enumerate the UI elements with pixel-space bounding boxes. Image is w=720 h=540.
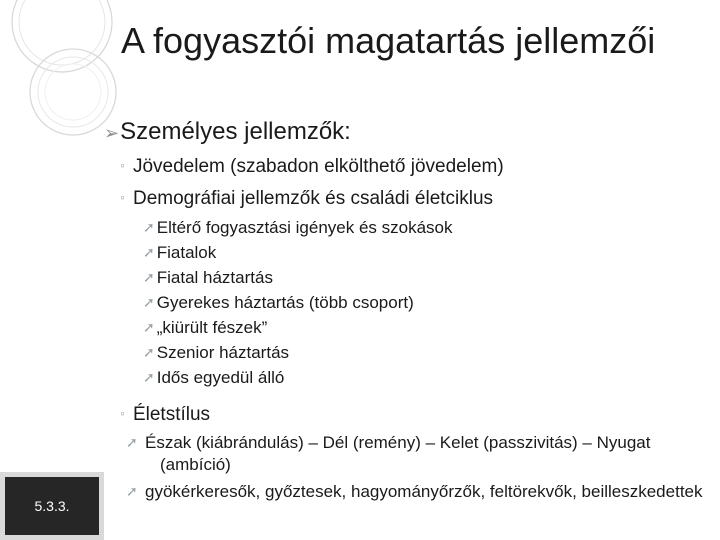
list-item [143, 266, 703, 289]
list-item-text: „kiürült fészek” [156, 318, 268, 337]
triangle-arrow-icon: ➢ [104, 123, 120, 143]
italic-arrow-icon: ➚ [143, 369, 155, 385]
income-text: Jövedelem (szabadon elkölthető jövedelem) [132, 156, 504, 177]
list-item-text: Eltérő fogyasztási igények és szokások [156, 218, 453, 237]
list-item-text: Gyerekes háztartás (több csoport) [156, 293, 414, 312]
list-item [143, 366, 703, 389]
section-number: 5.3.3. [5, 477, 99, 535]
list-item-text: Idős egyedül álló [156, 368, 285, 387]
circle-outline-icon: ◦ [120, 189, 125, 205]
italic-arrow-icon: ➚ [143, 269, 155, 285]
list-item [143, 216, 703, 239]
lifestyle-text: Életstílus [132, 404, 211, 425]
demographic-text: Demográfiai jellemzők és családi életciklus [132, 188, 494, 209]
list-item-text: gyökérkeresők, győztesek, hagyományőrzők, feltörekvők, beilleszkedettek [145, 482, 703, 501]
list-item [143, 241, 703, 264]
list-item-text: Észak (kiábrándulás) – Dél (remény) – Kelet (passzivitás) – Nyugat (ambíció) [145, 433, 651, 474]
slide-title: A fogyasztói magatartás jellemzői [121, 20, 656, 61]
bullet-lifestyle [120, 401, 210, 427]
list-item-text: Fiatalok [156, 243, 217, 262]
circle-outline-icon: ◦ [120, 405, 125, 421]
italic-arrow-icon: ➚ [143, 344, 155, 360]
heading-text: Személyes jellemzők: [120, 118, 351, 145]
italic-arrow-icon: ➚ [143, 319, 155, 335]
list-item [143, 291, 703, 314]
italic-arrow-icon: ➚ [143, 244, 155, 260]
list-item [143, 341, 703, 364]
list-item-text: Fiatal háztartás [156, 268, 273, 287]
italic-arrow-icon: ➚ [143, 294, 155, 310]
bullet-personal-characteristics [104, 117, 351, 148]
italic-arrow-icon: ➚ [143, 219, 155, 235]
list-item: ➚ Észak (kiábrándulás) – Dél (remény) – Kelet (passzivitás) – Nyugat (ambíció) [126, 433, 651, 474]
bullet-income [120, 153, 504, 179]
list-item-text: Szenior háztartás [156, 343, 290, 362]
list-item: ➚ gyökérkeresők, győztesek, hagyományőrzők, feltörekvők, beilleszkedettek [126, 482, 703, 501]
circle-outline-icon: ◦ [120, 157, 125, 173]
bullet-demographic [120, 185, 493, 211]
list-item [143, 316, 703, 339]
section-badge [0, 472, 104, 540]
